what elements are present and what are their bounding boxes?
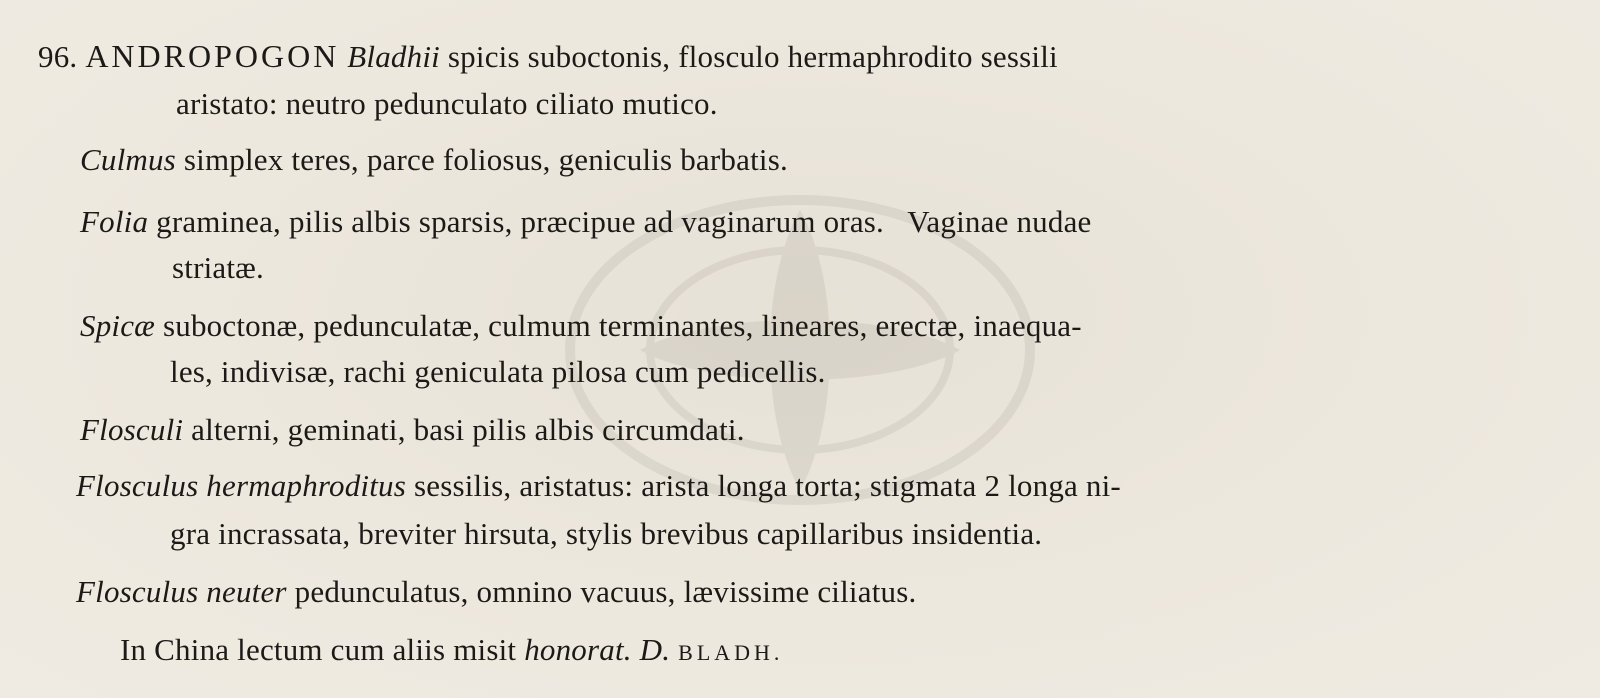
locality-honor: honorat. D. (524, 632, 671, 667)
flosculus-herm-text-2: gra incrassata, breviter hirsuta, stylis brevibus capillaribus insidentia. (170, 516, 1043, 551)
folia-text-1: graminea, pilis albis sparsis, præcipue ad vaginarum oras. Vaginae nudae (156, 204, 1092, 239)
genus-name: ANDROPOGON (85, 38, 340, 74)
locality-text: In China lectum cum aliis misit (120, 632, 517, 667)
flosculi-paragraph (80, 414, 745, 445)
culmus-term: Culmus (80, 142, 176, 177)
folia-paragraph (80, 206, 1092, 237)
folia-term: Folia (80, 204, 149, 239)
flosculus-herm-term: Flosculus hermaphroditus (76, 468, 407, 503)
flosculus-herm-paragraph (76, 470, 1121, 501)
flosculi-text: alterni, geminati, basi pilis albis circumdati. (191, 412, 745, 447)
folia-text-2: striatæ. (172, 250, 265, 285)
flosculus-herm-text-1: sessilis, aristatus: arista longa torta; stigmata 2 longa ni- (413, 468, 1121, 503)
entry-number: 96. (38, 39, 78, 74)
diagnosis-line-2: aristato: neutro pedunculato ciliato mutico. (176, 86, 718, 121)
locality-paragraph (120, 634, 783, 665)
flosculus-neuter-text: pedunculatus, omnino vacuus, lævissime ciliatus. (294, 574, 917, 609)
diagnosis-line-1: spicis suboctonis, flosculo hermaphrodito sessili (447, 39, 1058, 74)
spicae-paragraph (80, 310, 1082, 341)
spicae-text-2: les, indivisæ, rachi geniculata pilosa cum pedicellis. (170, 354, 826, 389)
species-epithet: Bladhii (347, 39, 440, 74)
flosculi-term: Flosculi (80, 412, 184, 447)
entry-heading-line (38, 40, 1058, 72)
spicae-text-1: suboctonæ, pedunculatæ, culmum terminantes, lineares, erectæ, inaequa- (163, 308, 1082, 343)
collector-name: BLADH. (678, 640, 784, 665)
flosculus-neuter-paragraph (76, 576, 916, 607)
culmus-text: simplex teres, parce foliosus, geniculis barbatis. (183, 142, 788, 177)
flosculus-neuter-term: Flosculus neuter (76, 574, 287, 609)
culmus-paragraph (80, 144, 788, 175)
spicae-term: Spicæ (80, 308, 156, 343)
